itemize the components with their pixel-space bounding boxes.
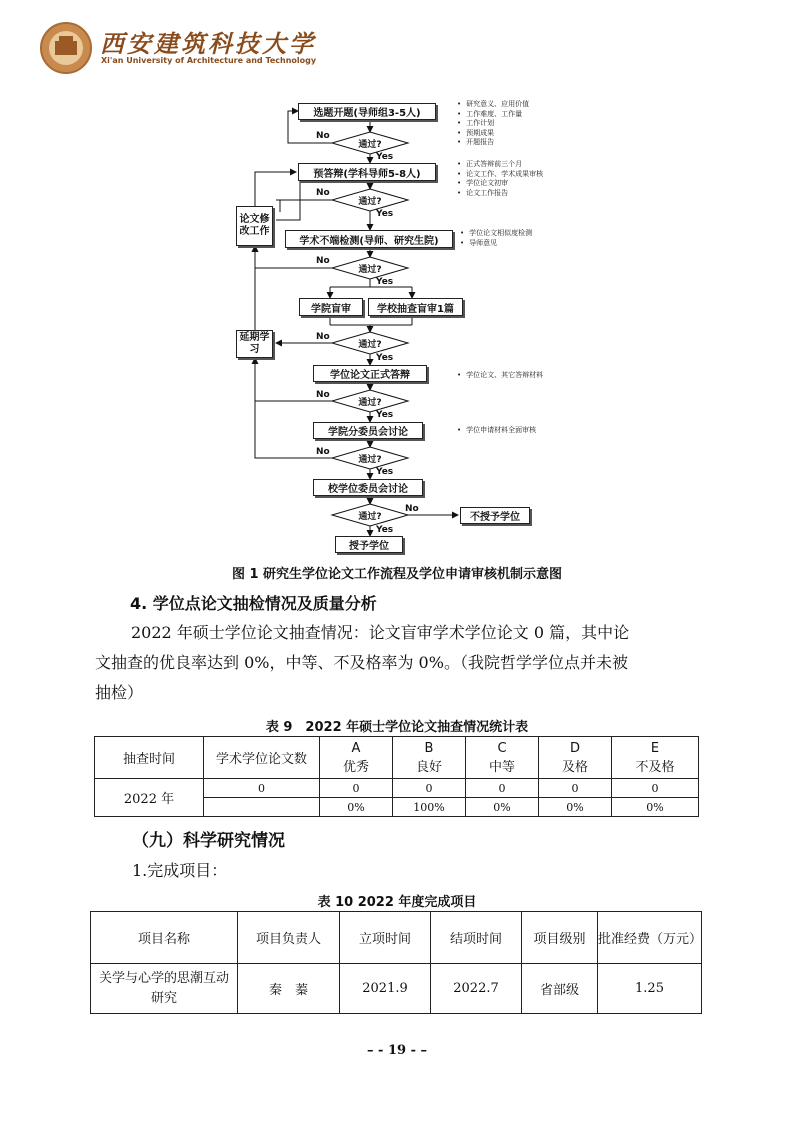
projects-table — [90, 911, 702, 1014]
header-grade: C 中等 — [466, 737, 539, 779]
note-check: • 学位论文相似度检测 • 导师意见 — [460, 229, 532, 248]
section-heading: （九）科学研究情况 — [132, 831, 285, 851]
table-row — [91, 964, 702, 1014]
decision-label: 通过? — [358, 340, 382, 350]
flow-box-college-committee: 学院分委员会讨论 — [313, 422, 423, 439]
note-defense: • 学位论文、其它答辩材料 — [457, 371, 543, 381]
leader-cell: 秦 蓁 — [238, 964, 340, 1014]
flow-box-pre-defense: 预答辩(学科导师5-8人) — [298, 163, 436, 181]
no-label: No — [316, 256, 330, 266]
flow-box-delay: 延期学习 — [236, 330, 273, 358]
table-caption: 表 9 2022 年硕士学位论文抽查情况统计表 — [265, 720, 529, 735]
no-label: No — [405, 504, 419, 514]
count-cell: 0 — [204, 779, 320, 798]
paragraph-line: 抽检） — [95, 683, 144, 702]
figure-caption: 图 1 研究生学位论文工作流程及学位申请审核机制示意图 — [231, 567, 563, 582]
year-cell: 2022 年 — [95, 779, 204, 817]
end-cell: 2022.7 — [431, 964, 522, 1014]
flow-box-college-blind: 学院盲审 — [299, 298, 363, 316]
yes-label: Yes — [376, 277, 394, 287]
value-cell: 0 — [612, 779, 699, 798]
count-cell — [204, 798, 320, 817]
value-cell: 0 — [320, 779, 393, 798]
university-name-en: Xi'an University of Architecture and Technology — [101, 56, 317, 65]
value-cell: 0 — [539, 779, 612, 798]
header-time: 抽查时间 — [95, 737, 204, 779]
no-label: No — [316, 447, 330, 457]
yes-label: Yes — [376, 467, 394, 477]
yes-label: Yes — [376, 353, 394, 363]
note-college-committee: • 学位申请材料全面审核 — [457, 426, 536, 436]
university-name-cn: 西安建筑科技大学 — [100, 29, 316, 58]
flow-box-revise: 论文修改工作 — [236, 206, 273, 246]
percent-cell: 0% — [539, 798, 612, 817]
percent-cell: 0% — [612, 798, 699, 817]
yes-label: Yes — [376, 152, 394, 162]
header-cell: 项目名称 — [91, 912, 238, 964]
decision-label: 通过? — [358, 455, 382, 465]
header-count: 学术学位论文数 — [204, 737, 320, 779]
flow-box-degree: 授予学位 — [335, 536, 403, 553]
decision-label: 通过? — [358, 512, 382, 522]
sampling-table — [94, 736, 699, 817]
header-cell: 项目负责人 — [238, 912, 340, 964]
flow-box-check: 学术不端检测(导师、研究生院) — [285, 230, 453, 248]
decision-label: 通过? — [358, 265, 382, 275]
paragraph-line: 2022 年硕士学位论文抽查情况：论文盲审学术学位论文 0 篇，其中论 — [131, 623, 630, 642]
table-row — [95, 779, 699, 798]
flow-box-school-blind: 学校抽查盲审1篇 — [368, 298, 463, 316]
percent-cell: 100% — [393, 798, 466, 817]
no-label: No — [316, 390, 330, 400]
page-number: – - 19 - – — [367, 1043, 427, 1058]
table-caption: 表 10 2022 年度完成项目 — [317, 895, 477, 910]
table-header-row — [91, 912, 702, 964]
note-topic: • 研究意义、应用价值 • 工作难度、工作量 • 工作计划 • 预期成果 • 开题报告 — [457, 100, 529, 148]
header-grade: E 不及格 — [612, 737, 699, 779]
header-grade: A 优秀 — [320, 737, 393, 779]
no-label: No — [316, 188, 330, 198]
yes-label: Yes — [376, 525, 394, 535]
flow-box-school-committee: 校学位委员会讨论 — [313, 479, 423, 496]
flow-box-topic: 选题开题(导师组3-5人) — [298, 103, 436, 120]
funding-cell: 1.25 — [598, 964, 702, 1014]
decision-label: 通过? — [358, 140, 382, 150]
flow-box-defense: 学位论文正式答辩 — [313, 365, 427, 382]
percent-cell: 0% — [466, 798, 539, 817]
section-heading: 4. 学位点论文抽检情况及质量分析 — [130, 594, 377, 613]
header-cell: 结项时间 — [431, 912, 522, 964]
header-grade: D 及格 — [539, 737, 612, 779]
decision-label: 通过? — [358, 398, 382, 408]
no-label: No — [316, 131, 330, 141]
note-pre-defense: • 正式答辩前三个月 • 论文工作、学术成果审核 • 学位论文初审 • 论文工作报告 — [457, 160, 543, 198]
flow-box-no-degree: 不授予学位 — [460, 507, 530, 524]
value-cell: 0 — [393, 779, 466, 798]
flowchart-connectors — [0, 0, 794, 560]
paragraph-line: 文抽查的优良率达到 0%，中等、不及格率为 0%。（我院哲学学位点并未被 — [95, 653, 628, 672]
value-cell: 0 — [466, 779, 539, 798]
header-cell: 项目级别 — [522, 912, 598, 964]
level-cell: 省部级 — [522, 964, 598, 1014]
yes-label: Yes — [376, 410, 394, 420]
project-name-cell: 关学与心学的思潮互动研究 — [91, 964, 238, 1014]
start-cell: 2021.9 — [340, 964, 431, 1014]
subsection-heading: 1.完成项目： — [132, 861, 228, 880]
header-cell: 立项时间 — [340, 912, 431, 964]
decision-label: 通过? — [358, 197, 382, 207]
header-grade: B 良好 — [393, 737, 466, 779]
percent-cell: 0% — [320, 798, 393, 817]
no-label: No — [316, 332, 330, 342]
yes-label: Yes — [376, 209, 394, 219]
paragraph — [95, 618, 700, 708]
header-cell: 批准经费（万元） — [598, 912, 702, 964]
